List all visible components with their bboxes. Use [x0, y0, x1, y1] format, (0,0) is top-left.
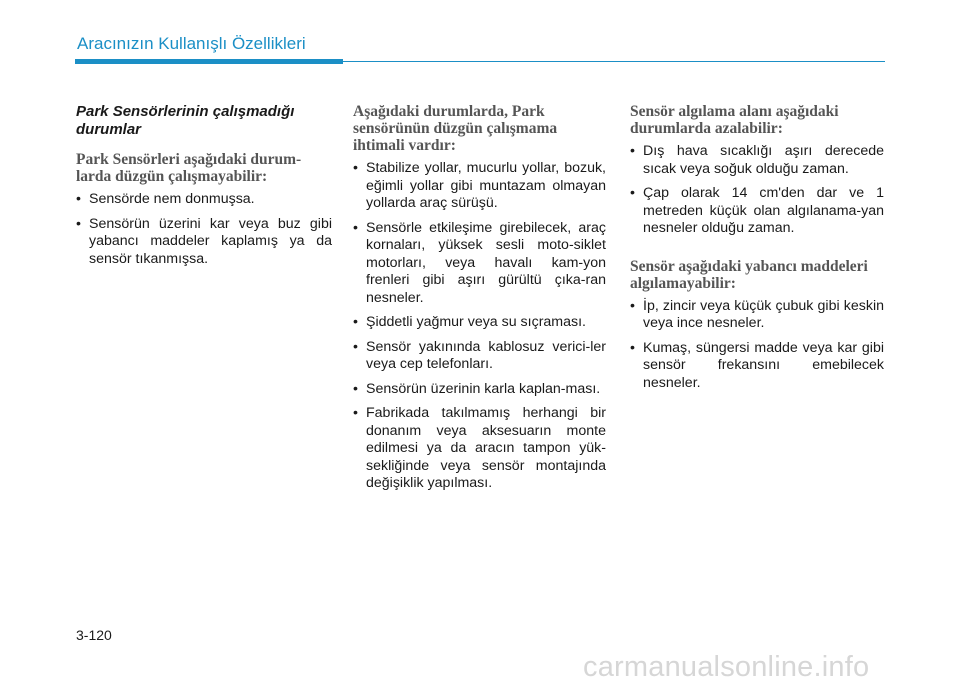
- column-1: [76, 103, 332, 275]
- column-2: [353, 103, 606, 500]
- malfunction-list: [76, 191, 332, 268]
- list-item: • Şiddetli yağmur veya su sıçraması.: [353, 314, 606, 332]
- header-rule-thin: [343, 61, 885, 62]
- detection-area-list: [630, 143, 884, 238]
- list-item: • Sensörün üzerinin karla kaplan-ması.: [353, 381, 606, 399]
- malfunction-heading: Park Sensörlerinin çalışmadığı durumlar: [76, 103, 295, 138]
- list-item: • İp, zincir veya küçük çubuk gibi keskin veya ince nesneler.: [630, 298, 884, 333]
- conditions-heading: Aşağıdaki durumlarda, Park sensörünün düzgün çalışmama ihtimali vardır:: [353, 103, 558, 154]
- section-title: Aracınızın Kullanışlı Özellikleri: [77, 34, 306, 53]
- detection-area-heading: Sensör algılama alanı aşağıdaki durumlarda azalabilir:: [630, 103, 839, 137]
- conditions-list: [353, 160, 606, 493]
- page-number: 3-120: [76, 627, 112, 643]
- list-item: • Kumaş, süngersi madde veya kar gibi sensör frekansını emebilecek nesneler.: [630, 340, 884, 393]
- list-item: • Çap olarak 14 cm'den dar ve 1 metreden küçük olan algılanama-yan nesneler olduğu zaman.: [630, 185, 884, 238]
- list-item: • Sensör yakınında kablosuz verici-ler veya cep telefonları.: [353, 339, 606, 374]
- column-3: [630, 103, 884, 399]
- list-item: • Sensörün üzerini kar veya buz gibi yabancı maddeler kaplamış ya da sensör tıkanmışsa.: [76, 216, 332, 269]
- watermark: carmanualsonline.info: [583, 651, 870, 683]
- header-rule-thick: [75, 59, 343, 64]
- foreign-objects-list: [630, 298, 884, 393]
- list-item: • Stabilize yollar, mucurlu yollar, bozuk, eğimli yollar gibi muntazam olmayan yollarda araç sürüşü.: [353, 160, 606, 213]
- list-item: • Fabrikada takılmamış herhangi bir donanım veya aksesuarın monte edilmesi ya da aracın tampon yük-sekliğinde veya sensör montajında değişiklik yapılması.: [353, 405, 606, 493]
- list-item: • Dış hava sıcaklığı aşırı derecede sıcak veya soğuk olduğu zaman.: [630, 143, 884, 178]
- malfunction-subheading: Park Sensörleri aşağıdaki durum-larda düzgün çalışmayabilir:: [76, 151, 302, 185]
- list-item: • Sensörde nem donmuşsa.: [76, 191, 332, 209]
- list-item: • Sensörle etkileşime girebilecek, araç kornaları, yüksek sesli moto-siklet motorları, veya havalı kam-yon frenleri gibi aşırı gürültü çıka-ran nesneler.: [353, 220, 606, 308]
- foreign-objects-heading: Sensör aşağıdaki yabancı maddeleri algılamayabilir:: [630, 257, 868, 292]
